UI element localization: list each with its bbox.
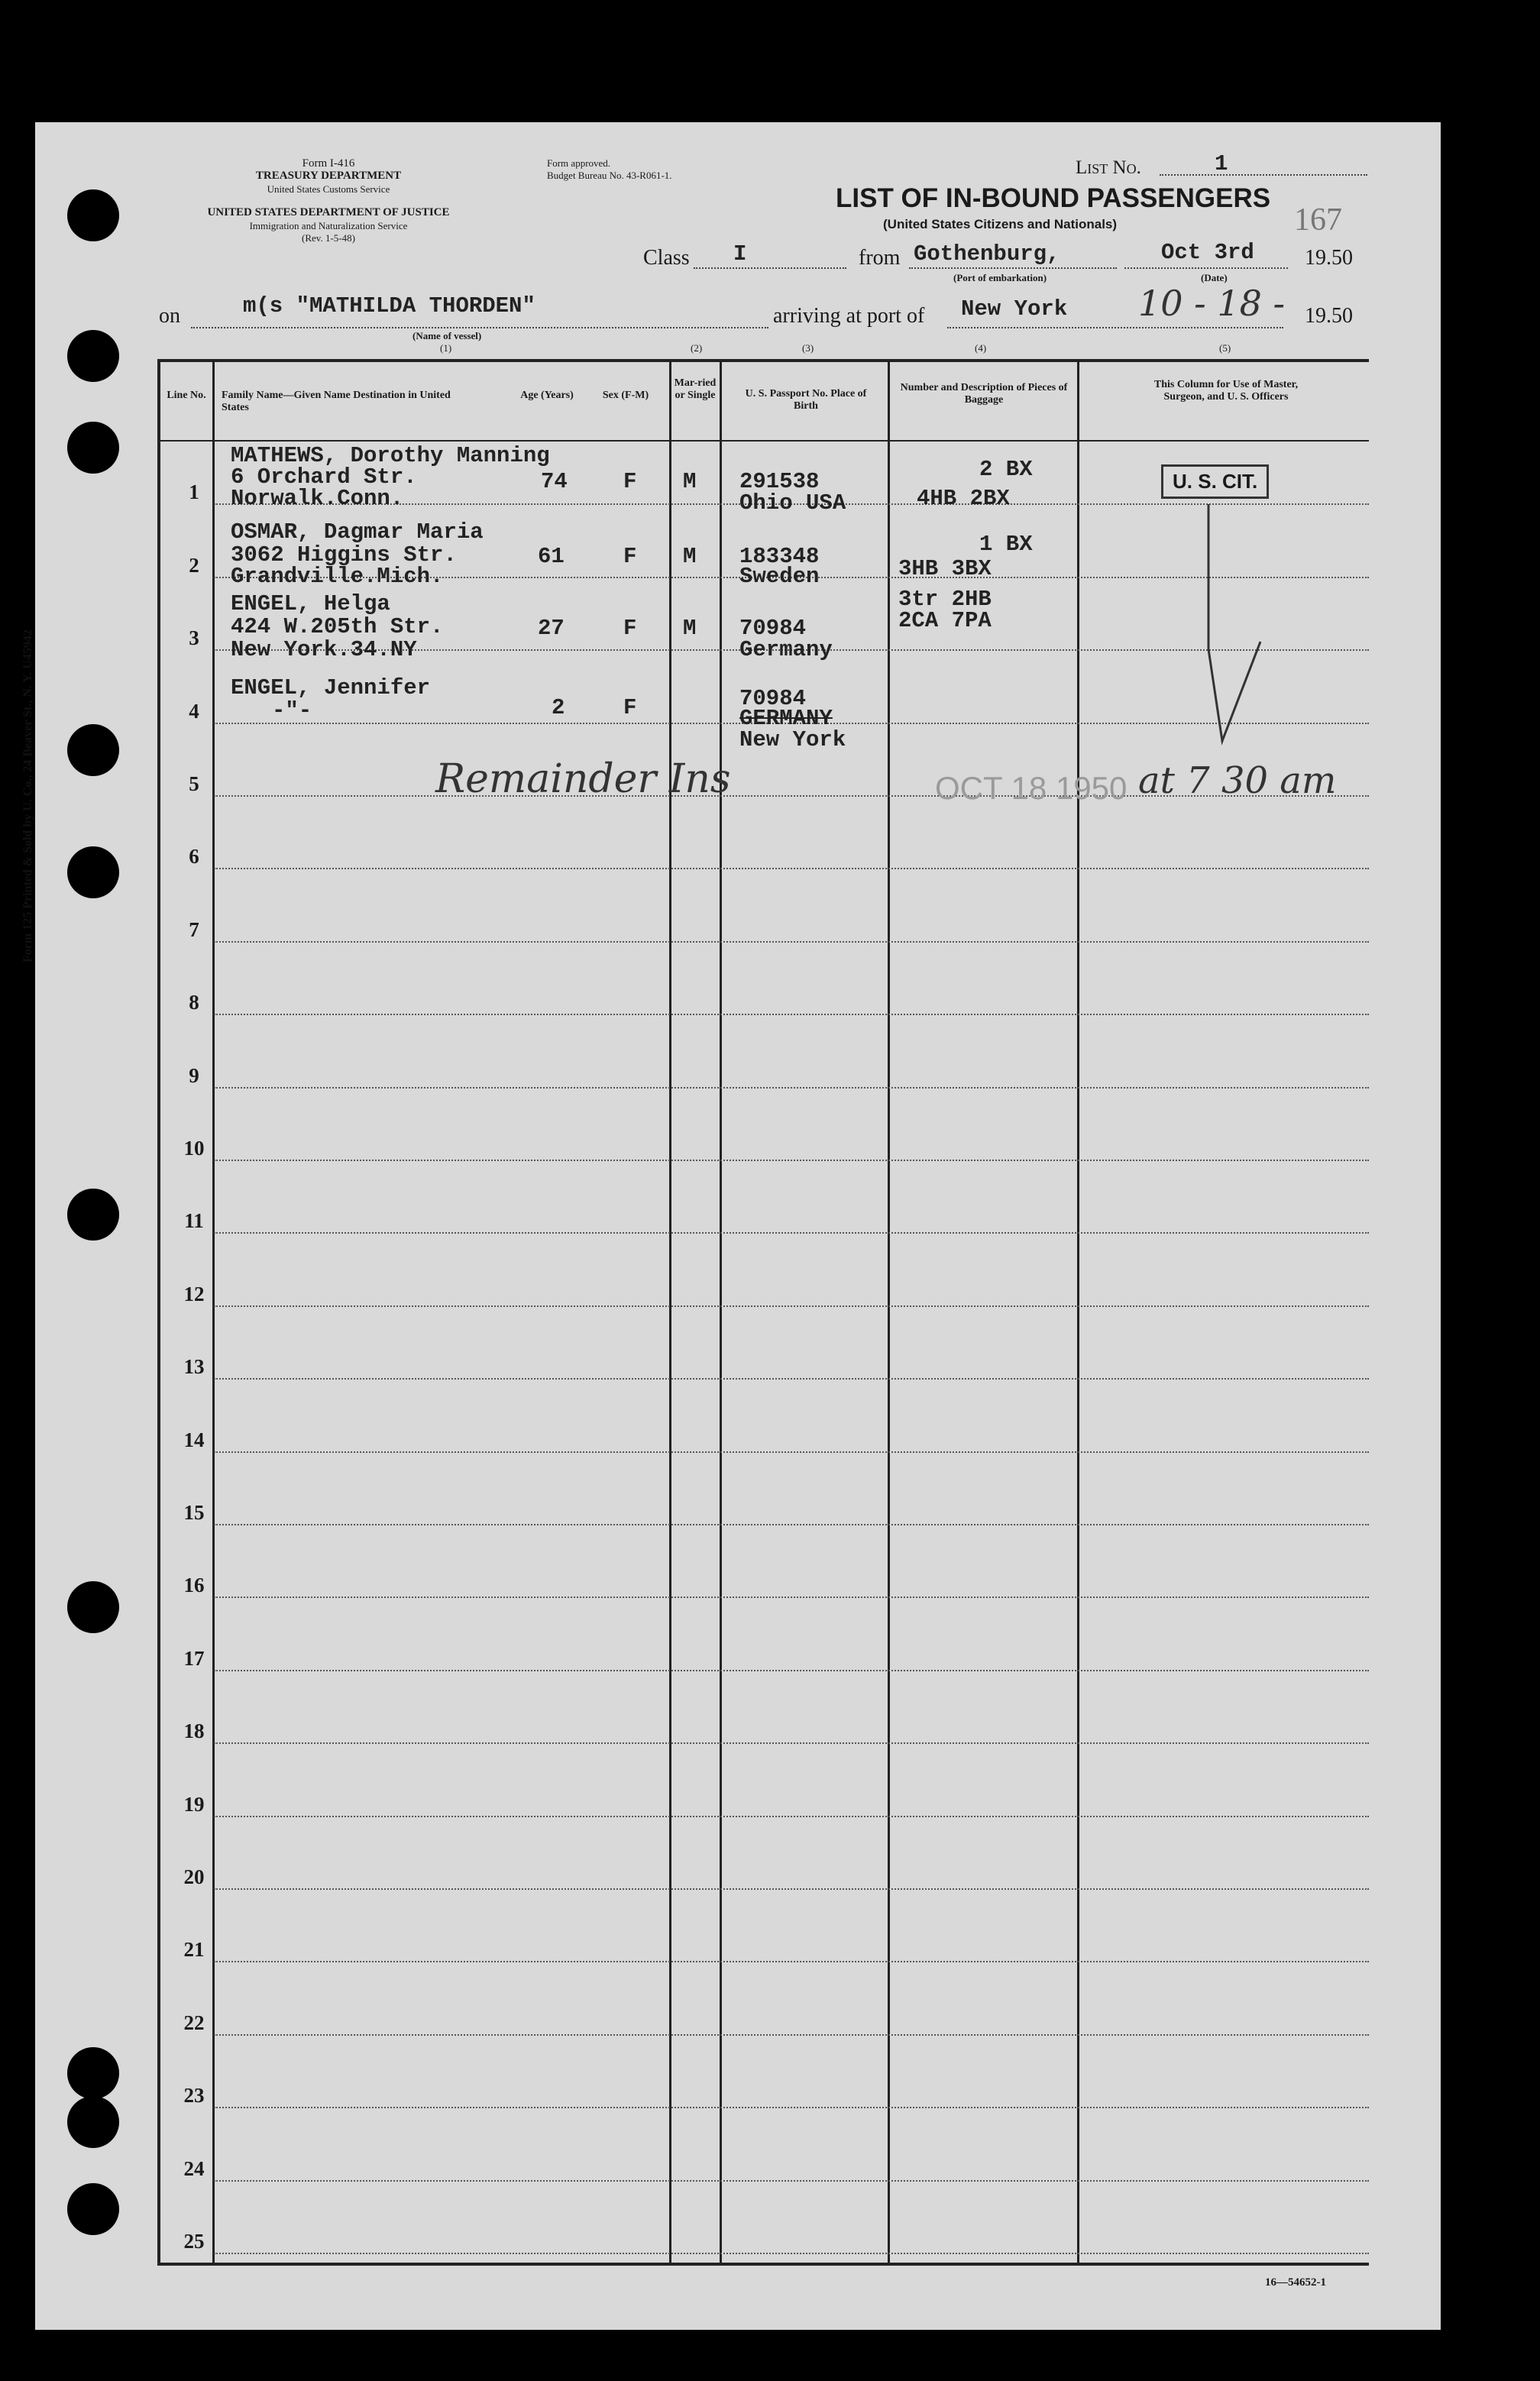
col-divider-passport <box>720 359 722 2266</box>
table-row-line <box>214 1816 1369 1817</box>
table-row-line <box>214 868 1369 869</box>
line-number: 25 <box>183 2230 205 2253</box>
arriving-line <box>947 327 1283 328</box>
passenger-3-name: ENGEL, Helga <box>231 591 390 616</box>
table-row-line <box>214 2107 1369 2108</box>
passenger-4-age: 2 <box>552 695 565 720</box>
passenger-4-sex: F <box>623 695 637 720</box>
line-number: 22 <box>183 2011 205 2034</box>
passenger-2-address: 3062 Higgins Str. <box>231 542 457 568</box>
us-citizen-stamp: U. S. CIT. <box>1161 464 1269 499</box>
line-number: 3 <box>189 626 199 650</box>
caption-4: (4) <box>975 342 987 354</box>
handwritten-time: at 7 30 am <box>1138 759 1337 802</box>
line-number: 10 <box>183 1137 205 1160</box>
col-header-married: Mar-ried or Single <box>674 377 717 401</box>
passenger-2-name: OSMAR, Dagmar Maria <box>231 519 484 545</box>
passenger-1-sex: F <box>623 469 637 494</box>
from-value: Gothenburg, <box>914 241 1060 267</box>
officer-check-mark <box>1192 497 1283 749</box>
port-caption: (Port of embarkation) <box>953 272 1047 283</box>
line-number: 5 <box>189 772 199 795</box>
passenger-2-baggage-2: 3HB 3BX <box>898 556 992 581</box>
col-divider-married <box>669 359 671 2266</box>
caption-3: (3) <box>802 342 814 354</box>
customs-service: United States Customs Service <box>267 183 390 195</box>
handwritten-remainder: Remainder Ins <box>435 756 731 802</box>
year-2: 19.50 <box>1305 304 1353 328</box>
line-number: 17 <box>183 1646 205 1670</box>
table-row-line <box>214 1160 1369 1161</box>
passenger-2-age: 61 <box>538 544 565 569</box>
list-no-line <box>1160 174 1367 176</box>
passenger-2-passport: 183348 <box>739 544 820 569</box>
punch-hole <box>67 1581 119 1633</box>
treasury-dept: TREASURY DEPARTMENT <box>255 170 402 182</box>
passenger-1-age: 74 <box>541 469 568 494</box>
arrival-port: New York <box>961 296 1068 322</box>
table-row-line <box>214 1888 1369 1890</box>
table-row-line <box>214 1451 1369 1453</box>
page-title: LIST OF IN-BOUND PASSENGERS <box>836 183 1271 213</box>
col-divider-baggage <box>888 359 890 2266</box>
passenger-3-baggage-2: 2CA 7PA <box>898 608 992 633</box>
line-number: 15 <box>183 1501 205 1524</box>
table-row-line <box>214 1524 1369 1525</box>
passenger-4-passport: 70984 <box>739 686 807 711</box>
arriving-label: arriving at port of <box>773 304 925 328</box>
table-left-border <box>157 359 160 2266</box>
passenger-1-baggage-1: 2 BX <box>979 457 1033 482</box>
justice-dept: UNITED STATES DEPARTMENT OF JUSTICE <box>207 206 450 218</box>
col-header-officers: This Column for Use of Master, Surgeon, and U. S. Officers <box>1153 379 1299 403</box>
line-number: 2 <box>189 553 199 577</box>
passenger-2-sex: F <box>623 544 637 569</box>
table-bottom-border <box>159 2263 1369 2266</box>
revision: (Rev. 1-5-48) <box>302 232 355 244</box>
line-number: 7 <box>189 917 199 941</box>
line-number: 24 <box>183 2156 205 2180</box>
line-number: 18 <box>183 1719 205 1743</box>
line-number: 12 <box>183 1282 205 1305</box>
passenger-1-address: 6 Orchard Str. <box>231 464 417 490</box>
passenger-1-birthplace: Ohio USA <box>739 490 846 516</box>
vessel-caption: (Name of vessel) <box>412 330 482 341</box>
line-number: 13 <box>183 1355 205 1379</box>
year-1: 19.50 <box>1305 246 1353 270</box>
table-row-line <box>214 1961 1369 1962</box>
passenger-3-birthplace: Germany <box>739 637 833 662</box>
list-no-value: 1 <box>1215 151 1228 176</box>
passenger-3-passport: 70984 <box>739 616 807 641</box>
passenger-3-address: 424 W.205th Str. <box>231 614 444 639</box>
col-header-age: Age (Years) <box>520 390 574 401</box>
passenger-3-married: M <box>683 616 697 641</box>
punch-hole <box>67 1189 119 1241</box>
caption-5: (5) <box>1219 342 1231 354</box>
punch-hole <box>67 724 119 776</box>
passenger-1-city: Norwalk.Conn. <box>231 486 404 511</box>
date-caption: (Date) <box>1201 272 1228 283</box>
table-row-line <box>214 1087 1369 1089</box>
punch-hole <box>67 330 119 382</box>
line-number: 9 <box>189 1063 199 1087</box>
table-row-line <box>214 1596 1369 1598</box>
table-row-line <box>214 1378 1369 1380</box>
line-number: 1 <box>189 480 199 504</box>
line-number: 6 <box>189 845 199 869</box>
form-code: 16—54652-1 <box>1265 2276 1326 2289</box>
passenger-2-baggage-1: 1 BX <box>979 532 1033 557</box>
col-header-line: Line No. <box>167 390 206 401</box>
table-row-line <box>214 1670 1369 1671</box>
vessel-name: m(s "MATHILDA THORDEN" <box>243 293 535 319</box>
passenger-3-baggage-1: 3tr 2HB <box>898 587 992 612</box>
line-number: 20 <box>183 1865 205 1888</box>
table-header-divider <box>159 440 1369 442</box>
punch-hole <box>67 2096 119 2148</box>
page-number: 167 <box>1294 202 1342 238</box>
punch-hole <box>67 422 119 474</box>
line-number: 8 <box>189 991 199 1014</box>
page-subtitle: (United States Citizens and Nationals) <box>883 217 1118 231</box>
punch-hole <box>67 189 119 241</box>
col-divider-officers <box>1077 359 1079 2266</box>
line-number: 23 <box>183 2084 205 2108</box>
passenger-2-birthplace: Sweden <box>739 564 820 589</box>
passenger-1-name: MATHEWS, Dorothy Manning <box>231 443 550 468</box>
punch-hole <box>67 2047 119 2099</box>
passenger-4-name: ENGEL, Jennifer <box>231 675 431 700</box>
date-value: Oct 3rd <box>1161 240 1254 265</box>
passenger-3-city: New York.34.NY <box>231 637 417 662</box>
budget-bureau: Budget Bureau No. 43-R061-1. <box>547 170 672 181</box>
col-header-passport: U. S. Passport No. Place of Birth <box>745 388 867 412</box>
printer-imprint: Form 125 Printed & Sold by U. Co., 24 Beaver St., N. Y. U45942 <box>21 629 34 962</box>
punch-hole <box>67 846 119 898</box>
caption-1: (1) <box>440 342 452 354</box>
col-header-sex: Sex (F-M) <box>602 390 649 401</box>
passenger-1-baggage-2: 4HB 2BX <box>917 486 1010 511</box>
line-number: 19 <box>183 1792 205 1816</box>
date-line <box>1124 267 1288 269</box>
line-number: 14 <box>183 1428 205 1451</box>
class-line <box>694 267 846 269</box>
form-approved: Form approved. <box>547 157 611 169</box>
table-row-line <box>214 2180 1369 2182</box>
passenger-1-married: M <box>683 469 697 494</box>
table-row-line <box>214 1232 1369 1234</box>
passenger-3-age: 27 <box>538 616 565 641</box>
col-header-baggage: Number and Description of Pieces of Baggage <box>900 382 1068 406</box>
passenger-4-ditto: -"- <box>272 698 312 723</box>
table-row-line <box>214 1305 1369 1307</box>
passenger-2-city: Grandville.Mich. <box>231 564 444 589</box>
table-row-line <box>214 2034 1369 2036</box>
ins-service: Immigration and Naturalization Service <box>249 220 408 231</box>
passenger-4-birthplace: New York <box>739 727 846 752</box>
from-line <box>909 267 1117 269</box>
table-row-line <box>214 1014 1369 1015</box>
table-row-line <box>214 2253 1369 2254</box>
class-label: Class <box>643 246 690 270</box>
punch-hole <box>67 2183 119 2235</box>
arrival-date-stamp: OCT 18 1950 <box>935 770 1128 806</box>
passenger-1-passport: 291538 <box>739 469 820 494</box>
arrival-date-handwritten: 10 - 18 - <box>1138 283 1286 324</box>
class-value: I <box>733 241 747 267</box>
line-number: 21 <box>183 1938 205 1962</box>
table-top-border <box>159 359 1369 362</box>
table-row-line <box>214 1742 1369 1744</box>
caption-2: (2) <box>691 342 703 354</box>
passenger-3-sex: F <box>623 616 637 641</box>
on-label: on <box>159 304 180 328</box>
col-header-name: Family Name—Given Name Destination in United States <box>222 390 451 413</box>
from-label: from <box>859 246 901 270</box>
list-no-label: List No. <box>1076 157 1141 178</box>
line-number: 4 <box>189 699 199 723</box>
table-row-line <box>214 941 1369 943</box>
form-number: Form I-416 <box>302 157 355 170</box>
passenger-4-birthplace-struck: GERMANY <box>739 706 833 731</box>
passenger-2-married: M <box>683 544 697 569</box>
line-number: 16 <box>183 1574 205 1597</box>
vessel-line <box>191 327 768 328</box>
line-number: 11 <box>184 1209 204 1233</box>
